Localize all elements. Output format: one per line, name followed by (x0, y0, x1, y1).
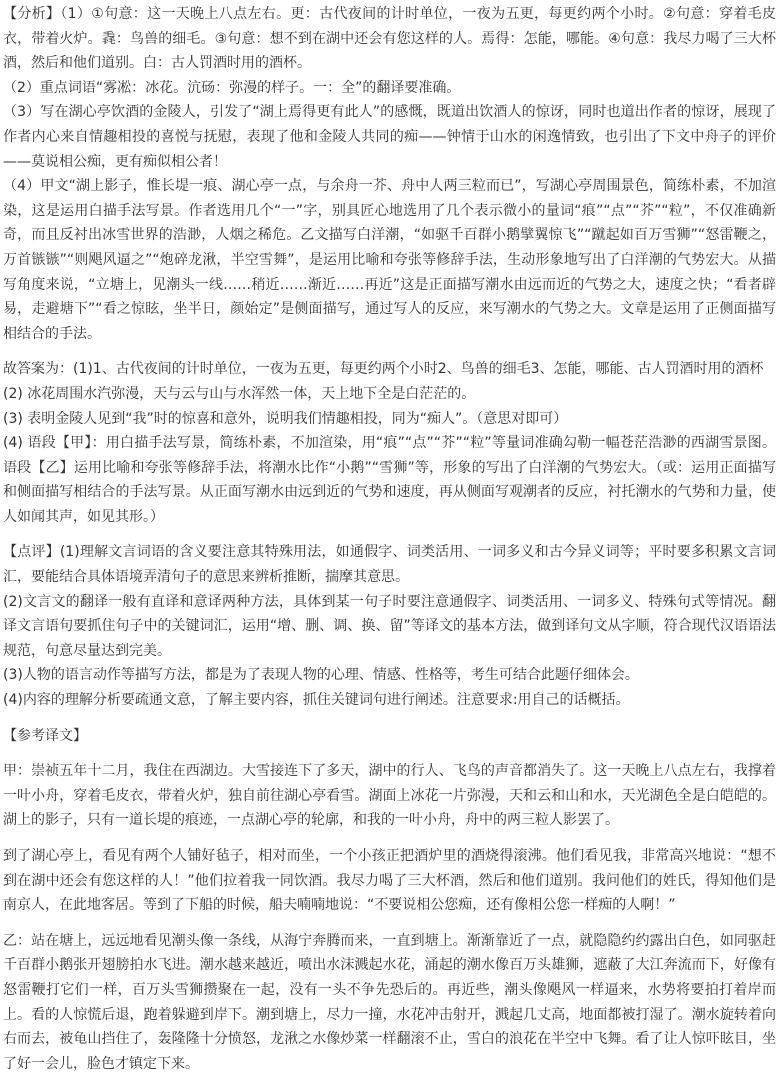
analysis-paragraph-4: （4）甲文“湖上影子，惟长堤一痕、湖心亭一点，与余舟一芥、舟中人两三粒而已”，写湖心亭周围景色，简练朴素，不加渲染，这是运用白描手法写景。作者选用几个“一”字，别具匠心地选用了几个表示微小的量词“痕”“点”“芥”“粒”，不仅准确新奇，而且反衬出冰雪世界的浩渺，人烟之稀危。乙文描写白洋潮，“如驱千百群小鹅擘翼惊飞”“蹴起如百万雪狮”“怒雷鞭之，万首镞镞”“则飓风逼之”“炮碎龙湫，半空雪舞”，是运用比喻和夸张等修辞手法，生动形象地写出了白洋潮的气势宏大。从描写角度来说，“立塘上，见潮头一线……稍近……渐近……再近”这是正面描写潮水由远而近的气势之大，速度之快；“看者辟易，走避塘下”“看之惊眩，坐半日，颜始定”是侧面描写，通过写人的反应，来写潮水的气势之大。文章是运用了正侧面描写相结合的手法。 (3, 178, 776, 342)
analysis-paragraph-2: （2）重点词语“雾凇：冰花。沆砀：弥漫的样子。一：全”的翻译要准确。 (3, 79, 461, 96)
translation-paragraph-1: 甲：崇祯五年十二月，我住在西湖边。大雪接连下了多天，湖中的行人、飞鸟的声音都消失了。这一天晚上八点左右，我撑着一叶小舟，穿着毛皮衣，带着火炉，独自前往湖心亭看雪。湖面上冰花一片弥漫，天和云和山和水，天光湖色全是白皑皑的。湖上的影子，只有一道长堤的痕迹，一点湖心亭的轮廓，和我的一叶小舟，舟中的两三粒人影罢了。 (3, 763, 776, 829)
translation-paragraph-3: 乙：站在塘上，远远地看见潮头像一条线，从海宁奔腾而来，一直到塘上。渐渐靠近了一点，就隐隐约约露出白色，如同驱赶千百群小鹅张开翅膀拍水飞进。潮水越来越近，喷出水沫溅起水花，涌起的潮水像百万头雄狮，遮蔽了大江奔流而下，好像有怒雷鞭打它们一样，百万头雪狮攒聚在一起，没有一头不争先恐后的。再近些，潮头像飓风一样逼来，水势将要拍打着岸而上。看的人惊慌后退，跑着躲避到岸下。潮到塘上，尽力一撞，水花冲击射开，溅起几丈高，地面都被打湿了。潮水旋转着向右而去，被龟山挡住了，轰隆隆十分愤怒，龙湫之水像炒菜一样翻滚不止，雪白的浪花在半空中飞舞。看了让人惊吓眩目，坐了好一会儿，脸色才镇定下来。 (3, 932, 776, 1072)
answer-paragraph-4: (4) 语段【甲】：用白描手法写景，简练朴素，不加渲染，用“痕”“点”“芥”“粒”等量词准确勾勒一幅苍茫浩渺的西湖雪景图。语段【乙】运用比喻和夸张等修辞手法，将潮水比作“小鹅”“雪狮”等，形象的写出了白洋潮的气势宏大。（或：运用正面描写和侧面描写相结合的手法写景。从正面写潮水由远到近的气势和速度，再从侧面写观潮者的反应，衬托潮水的气势和力量，使人如闻其声，如见其形。） (3, 435, 776, 525)
comment-paragraph-4: (4)内容的理解分析要疏通文意，了解主要内容，抓住关键词句进行阐述。注意要求:用自己的话概括。 (3, 692, 630, 709)
answer-paragraph-3: (3) 表明金陵人见到“我”时的惊喜和意外，说明我们情趣相投，同为“痴人”。（意思对即可） (3, 410, 568, 427)
spacer (3, 918, 776, 929)
analysis-paragraph-3: （3）写在湖心亭饮酒的金陵人，引发了“湖上焉得更有此人”的感慨，既道出饮酒人的惊讶，同时也道出作者的惊讶，展现了作者内心来自情趣相投的喜悦与抚慰，表现了他和金陵人共同的痴——钟情于山水的闲逸情致，也引出了下文中舟子的评价——莫说相公痴，更有痴似相公者！ (3, 104, 776, 170)
analysis-paragraph-1: 【分析】（1）①句意：这一天晚上八点左右。更：古代夜间的计时单位，一夜为五更，每更约两个小时。②句意：穿着毛皮衣，带着火炉。毳：鸟兽的细毛。③句意：想不到在湖中还会有您这样的人。焉得：怎能，哪能。④句意：我尽力喝了三大杯酒，然后和他们道别。白：古人罚酒时用的酒杯。 (3, 6, 776, 72)
comment-paragraph-1: 【点评】(1)理解文言词语的含义要注意其特殊用法，如通假字、词类活用、一词多义和古今异义词等；平时要多积累文言词汇，要能结合具体语境弄清句子的意思来辨析推断，揣摩其意思。 (3, 544, 776, 586)
translation-heading: 【参考译文】 (3, 727, 87, 744)
spacer (3, 529, 776, 540)
spacer (3, 833, 776, 844)
spacer (3, 748, 776, 759)
answer-paragraph-1: 故答案为：(1)1、古代夜间的计时单位，一夜为五更，每更约两个小时2、鸟兽的细毛3、怎能，哪能、古人罚酒时用的酒杯 (3, 361, 764, 378)
spacer (3, 713, 776, 724)
comment-paragraph-3: (3)人物的语言动作等描写方法，都是为了表现人物的心理、情感、性格等，考生可结合此题仔细体会。 (3, 667, 639, 684)
comment-paragraph-2: (2)文言文的翻译一般有直译和意译两种方法，具体到某一句子时要注意通假字、词类活用、一词多义、特殊句式等情况。翻译文言语句要抓住句子中的关键词汇，运用“增、删、调、换、留”等译文的基本方法，做到译句文从字顺，符合现代汉语语法规范，句意尽量达到完美。 (3, 593, 776, 659)
answer-paragraph-2: (2) 冰花周围水汽弥漫，天与云与山与水浑然一体，天上地下全是白茫茫的。 (3, 385, 476, 402)
spacer (3, 346, 776, 357)
translation-paragraph-2: 到了湖心亭上，看见有两个人铺好毡子，相对而坐，一个小孩正把酒炉里的酒烧得滚沸。他们看见我，非常高兴地说：“想不到在湖中还会有您这样的人！”他们拉着我一同饮酒。我尽力喝了三大杯酒，然后和他们道别。我问他们的姓氏，得知他们是南京人，在此地客居。等到了下船的时候，船夫喃喃地说：“不要说相公您痴，还有像相公您一样痴的人啊！” (3, 848, 776, 914)
